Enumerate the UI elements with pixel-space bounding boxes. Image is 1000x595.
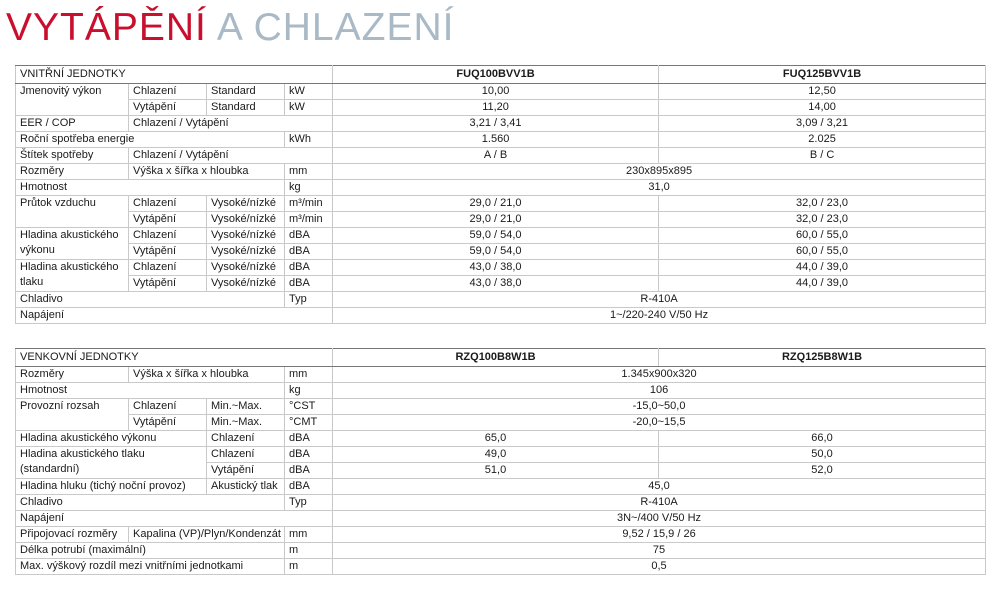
row-sub: Vysoké/nízké — [207, 212, 285, 228]
row-sub: Vysoké/nízké — [207, 228, 285, 244]
value-b: 52,0 — [659, 463, 986, 479]
table-row — [16, 367, 986, 383]
table-row — [16, 495, 986, 511]
row-sub: Standard — [207, 84, 285, 100]
table-row — [16, 308, 986, 324]
row-unit: m — [285, 559, 333, 575]
value-shared: 1.345x900x320 — [333, 367, 986, 383]
row-mode: Kapalina (VP)/Plyn/Kondenzát — [129, 527, 285, 543]
indoor-units-table — [15, 65, 986, 324]
value-b: 2.025 — [659, 132, 986, 148]
row-sub: Vysoké/nízké — [207, 244, 285, 260]
value-b: 44,0 / 39,0 — [659, 260, 986, 276]
value-shared: 0,5 — [333, 559, 986, 575]
model-header: RZQ125B8W1B — [659, 349, 986, 367]
value-a: 65,0 — [333, 431, 659, 447]
row-mode: Vytápění — [129, 100, 207, 116]
row-label: Hladina hluku (tichý noční provoz) — [16, 479, 207, 495]
outdoor-units-table — [15, 348, 986, 575]
row-label: Provozní rozsah — [16, 399, 129, 431]
row-mode: Chlazení — [129, 84, 207, 100]
value-b: 60,0 / 55,0 — [659, 244, 986, 260]
row-label: Napájení — [16, 511, 333, 527]
value-b: 32,0 / 23,0 — [659, 196, 986, 212]
value-a: 59,0 / 54,0 — [333, 244, 659, 260]
row-mode: Vytápění — [129, 212, 207, 228]
table-row — [16, 543, 986, 559]
value-a: 3,21 / 3,41 — [333, 116, 659, 132]
row-unit: kW — [285, 84, 333, 100]
row-unit: m — [285, 543, 333, 559]
row-label: Průtok vzduchu — [16, 196, 129, 228]
row-label: Hmotnost — [16, 383, 285, 399]
section-header: VNITŘNÍ JEDNOTKY — [16, 66, 333, 84]
table-row — [16, 479, 986, 495]
row-label: Štítek spotřeby — [16, 148, 129, 164]
row-unit: °CMT — [285, 415, 333, 431]
row-mode: Chlazení — [129, 399, 207, 415]
model-header: FUQ125BVV1B — [659, 66, 986, 84]
row-unit: m³/min — [285, 212, 333, 228]
value-a: 10,00 — [333, 84, 659, 100]
table-row — [16, 84, 986, 100]
table-row — [16, 415, 986, 431]
row-sub: Vysoké/nízké — [207, 276, 285, 292]
row-sub: Vysoké/nízké — [207, 196, 285, 212]
value-b: B / C — [659, 148, 986, 164]
row-label: Rozměry — [16, 164, 129, 180]
table-row — [16, 100, 986, 116]
table-row — [16, 527, 986, 543]
row-unit: dBA — [285, 244, 333, 260]
row-label: Délka potrubí (maximální) — [16, 543, 285, 559]
row-label: Hmotnost — [16, 180, 285, 196]
row-unit: mm — [285, 527, 333, 543]
value-shared: 1~/220-240 V/50 Hz — [333, 308, 986, 324]
model-header: FUQ100BVV1B — [333, 66, 659, 84]
row-unit: kg — [285, 383, 333, 399]
row-mode: Chlazení / Vytápění — [129, 148, 333, 164]
value-shared: 106 — [333, 383, 986, 399]
row-sub: Standard — [207, 100, 285, 116]
row-label: Připojovací rozměry — [16, 527, 129, 543]
value-shared: -15,0~50,0 — [333, 399, 986, 415]
table-row — [16, 116, 986, 132]
table-row — [16, 244, 986, 260]
section-header: VENKOVNÍ JEDNOTKY — [16, 349, 333, 367]
table-row — [16, 447, 986, 463]
value-shared: 75 — [333, 543, 986, 559]
table-row — [16, 132, 986, 148]
row-unit: mm — [285, 367, 333, 383]
row-unit: kWh — [285, 132, 333, 148]
table-header-row — [16, 66, 986, 84]
value-shared: 9,52 / 15,9 / 26 — [333, 527, 986, 543]
value-shared: R-410A — [333, 292, 986, 308]
row-label: Hladina akustického tlaku (standardní) — [16, 447, 207, 479]
value-b: 66,0 — [659, 431, 986, 447]
table-row — [16, 148, 986, 164]
table-row — [16, 559, 986, 575]
row-sub: Chlazení — [207, 431, 285, 447]
row-unit: kg — [285, 180, 333, 196]
row-label: Roční spotřeba energie — [16, 132, 285, 148]
row-mode: Chlazení — [129, 228, 207, 244]
value-a: 1.560 — [333, 132, 659, 148]
row-mode: Chlazení — [129, 260, 207, 276]
row-mode: Chlazení / Vytápění — [129, 116, 333, 132]
table-row — [16, 164, 986, 180]
row-unit: kW — [285, 100, 333, 116]
row-unit: dBA — [285, 260, 333, 276]
model-header: RZQ100B8W1B — [333, 349, 659, 367]
title-cooling: A CHLAZENÍ — [216, 6, 455, 49]
row-sub: Min.~Max. — [207, 399, 285, 415]
row-sub: Vysoké/nízké — [207, 260, 285, 276]
row-unit: m³/min — [285, 196, 333, 212]
row-mode: Vytápění — [129, 276, 207, 292]
value-b: 3,09 / 3,21 — [659, 116, 986, 132]
table-row — [16, 431, 986, 447]
value-b: 60,0 / 55,0 — [659, 228, 986, 244]
value-shared: 31,0 — [333, 180, 986, 196]
row-label: Chladivo — [16, 292, 285, 308]
value-b: 44,0 / 39,0 — [659, 276, 986, 292]
value-shared: 230x895x895 — [333, 164, 986, 180]
value-shared: -20,0~15,5 — [333, 415, 986, 431]
row-mode: Výška x šířka x hloubka — [129, 367, 285, 383]
value-a: 29,0 / 21,0 — [333, 196, 659, 212]
row-label: Napájení — [16, 308, 333, 324]
row-mode: Vytápění — [129, 415, 207, 431]
table-row — [16, 196, 986, 212]
value-shared: 45,0 — [333, 479, 986, 495]
value-b: 14,00 — [659, 100, 986, 116]
row-mode: Výška x šířka x hloubka — [129, 164, 285, 180]
row-mode: Chlazení — [129, 196, 207, 212]
table-row — [16, 292, 986, 308]
title-heating: VYTÁPĚNÍ — [6, 6, 207, 49]
value-a: 29,0 / 21,0 — [333, 212, 659, 228]
row-unit: dBA — [285, 479, 333, 495]
row-sub: Min.~Max. — [207, 415, 285, 431]
value-a: 43,0 / 38,0 — [333, 260, 659, 276]
row-unit: dBA — [285, 276, 333, 292]
value-a: 51,0 — [333, 463, 659, 479]
row-sub: Chlazení — [207, 447, 285, 463]
row-mode: Vytápění — [129, 244, 207, 260]
page-title — [6, 4, 454, 52]
value-a: A / B — [333, 148, 659, 164]
table-row — [16, 399, 986, 415]
table-row — [16, 228, 986, 244]
row-label: Hladina akustického výkonu — [16, 431, 207, 447]
value-shared: R-410A — [333, 495, 986, 511]
row-label: Rozměry — [16, 367, 129, 383]
row-unit: dBA — [285, 228, 333, 244]
table-row — [16, 276, 986, 292]
row-unit: dBA — [285, 463, 333, 479]
table-row — [16, 383, 986, 399]
row-label: Hladina akustického tlaku — [16, 260, 129, 292]
row-label: EER / COP — [16, 116, 129, 132]
value-a: 43,0 / 38,0 — [333, 276, 659, 292]
value-b: 12,50 — [659, 84, 986, 100]
table-row — [16, 212, 986, 228]
value-b: 50,0 — [659, 447, 986, 463]
row-unit: dBA — [285, 431, 333, 447]
row-sub: Akustický tlak — [207, 479, 285, 495]
value-shared: 3N~/400 V/50 Hz — [333, 511, 986, 527]
row-unit: °CST — [285, 399, 333, 415]
row-label: Hladina akustického výkonu — [16, 228, 129, 260]
value-a: 49,0 — [333, 447, 659, 463]
row-sub: Vytápění — [207, 463, 285, 479]
value-b: 32,0 / 23,0 — [659, 212, 986, 228]
table-row — [16, 511, 986, 527]
row-unit: dBA — [285, 447, 333, 463]
row-unit: Typ — [285, 495, 333, 511]
row-unit: Typ — [285, 292, 333, 308]
table-row — [16, 260, 986, 276]
row-label: Chladivo — [16, 495, 285, 511]
value-a: 11,20 — [333, 100, 659, 116]
row-unit: mm — [285, 164, 333, 180]
value-a: 59,0 / 54,0 — [333, 228, 659, 244]
row-label: Max. výškový rozdíl mezi vnitřními jednotkami — [16, 559, 285, 575]
table-header-row — [16, 349, 986, 367]
table-row — [16, 180, 986, 196]
row-label: Jmenovitý výkon — [16, 84, 129, 116]
